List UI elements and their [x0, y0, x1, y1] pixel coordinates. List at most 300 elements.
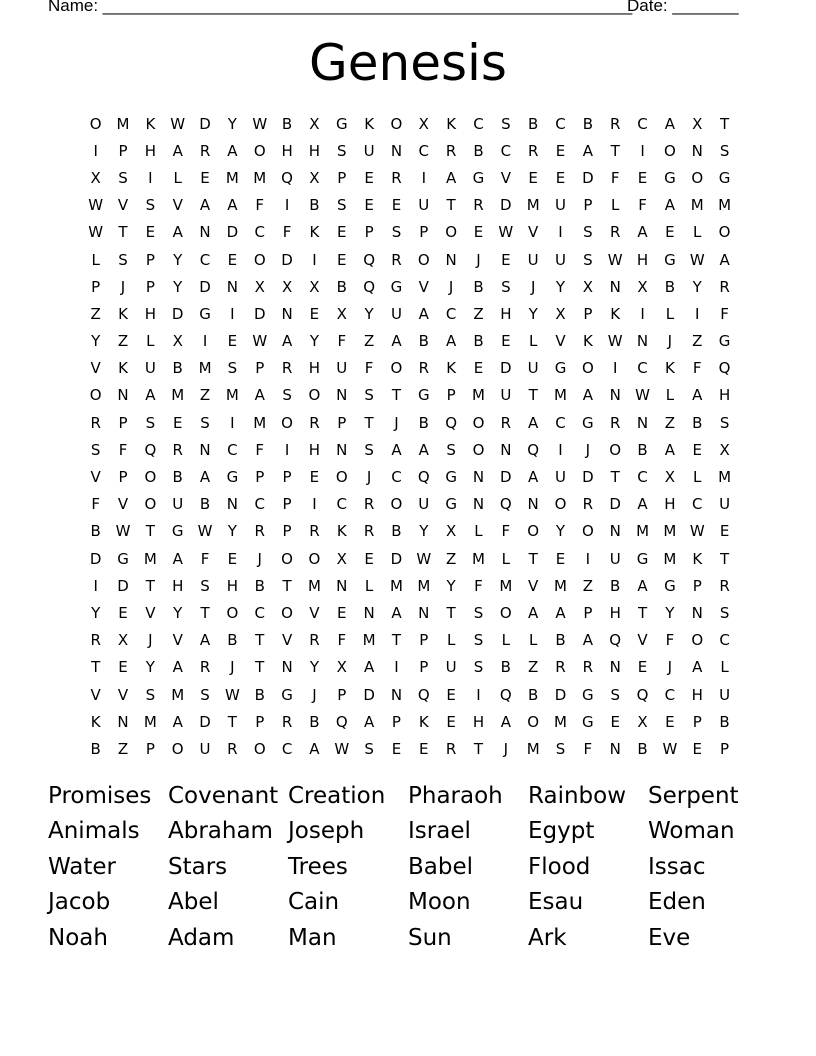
grid-letter[interactable]: X	[719, 440, 730, 459]
grid-letter[interactable]: B	[664, 277, 676, 296]
grid-letter[interactable]: S	[227, 359, 238, 378]
grid-letter[interactable]: T	[227, 712, 237, 731]
grid-letter[interactable]: E	[637, 658, 648, 677]
grid-letter[interactable]: U	[719, 495, 731, 514]
grid-letter[interactable]: S	[501, 114, 511, 133]
grid-letter[interactable]: J	[667, 332, 673, 351]
grid-letter[interactable]: R	[90, 413, 101, 432]
grid-letter[interactable]: Q	[636, 685, 649, 704]
grid-letter[interactable]: G	[281, 685, 293, 704]
grid-letter[interactable]: N	[418, 603, 430, 622]
grid-letter[interactable]: U	[527, 359, 539, 378]
grid-letter[interactable]: E	[118, 658, 128, 677]
grid-letter[interactable]: P	[145, 250, 155, 269]
grid-letter[interactable]: O	[89, 386, 102, 405]
grid-letter[interactable]: G	[390, 277, 403, 296]
grid-letter[interactable]: O	[554, 495, 567, 514]
grid-letter[interactable]: B	[418, 332, 429, 351]
grid-letter[interactable]: P	[583, 603, 593, 622]
grid-letter[interactable]: G	[445, 495, 457, 514]
grid-letter[interactable]: B	[172, 359, 183, 378]
grid-letter[interactable]: X	[117, 631, 129, 650]
grid-letter[interactable]: E	[309, 304, 320, 323]
grid-letter[interactable]: O	[390, 495, 403, 514]
grid-letter[interactable]: A	[363, 658, 375, 677]
grid-letter[interactable]: S	[200, 413, 210, 432]
grid-letter[interactable]: A	[446, 332, 457, 351]
grid-letter[interactable]: Y	[173, 603, 183, 622]
grid-letter[interactable]: N	[226, 277, 238, 296]
grid-letter[interactable]: K	[446, 114, 457, 133]
grid-letter[interactable]: I	[476, 685, 481, 704]
grid-letter[interactable]: K	[582, 332, 593, 351]
grid-letter[interactable]: N	[336, 386, 348, 405]
grid-letter[interactable]: M	[472, 386, 485, 405]
grid-letter[interactable]: B	[172, 468, 183, 487]
grid-letter[interactable]: X	[309, 168, 320, 187]
grid-letter[interactable]: X	[637, 712, 648, 731]
grid-letter[interactable]: O	[527, 712, 540, 731]
grid-letter[interactable]: C	[637, 468, 648, 487]
grid-letter[interactable]: E	[692, 739, 702, 758]
grid-letter[interactable]: A	[172, 223, 183, 242]
grid-letter[interactable]: M	[718, 196, 732, 215]
grid-letter[interactable]: O	[663, 141, 676, 160]
grid-letter[interactable]: J	[257, 549, 262, 568]
grid-letter[interactable]: Q	[499, 495, 512, 514]
grid-letter[interactable]: M	[198, 359, 212, 378]
grid-letter[interactable]: R	[719, 576, 730, 595]
grid-letter[interactable]: N	[281, 304, 293, 323]
grid-letter[interactable]: V	[90, 359, 101, 378]
grid-letter[interactable]: D	[199, 712, 211, 731]
grid-letter[interactable]: I	[394, 658, 399, 677]
grid-letter[interactable]: A	[692, 658, 703, 677]
grid-letter[interactable]: W	[662, 739, 678, 758]
grid-letter[interactable]: T	[391, 631, 402, 650]
grid-letter[interactable]: S	[364, 386, 374, 405]
grid-letter[interactable]: D	[89, 549, 102, 568]
grid-letter[interactable]: T	[255, 631, 265, 650]
grid-letter[interactable]: M	[225, 386, 239, 405]
grid-letter[interactable]: I	[640, 141, 645, 160]
grid-letter[interactable]: A	[145, 386, 156, 405]
grid-letter[interactable]: E	[555, 141, 566, 160]
grid-letter[interactable]: F	[638, 196, 647, 215]
grid-letter[interactable]: V	[117, 196, 129, 215]
grid-letter[interactable]: E	[364, 168, 374, 187]
grid-letter[interactable]: M	[663, 549, 677, 568]
grid-letter[interactable]: N	[390, 141, 403, 160]
grid-letter[interactable]: T	[719, 114, 730, 133]
grid-letter[interactable]: R	[609, 413, 621, 432]
grid-letter[interactable]: J	[312, 685, 317, 704]
grid-letter[interactable]: I	[421, 168, 427, 187]
grid-letter[interactable]: T	[364, 413, 374, 432]
grid-letter[interactable]: M	[253, 413, 267, 432]
grid-letter[interactable]: T	[610, 468, 620, 487]
grid-letter[interactable]: Y	[692, 277, 702, 296]
grid-letter[interactable]: A	[582, 386, 593, 405]
grid-letter[interactable]: E	[692, 440, 702, 459]
grid-letter[interactable]: P	[391, 712, 401, 731]
grid-letter[interactable]: W	[115, 522, 131, 541]
grid-letter[interactable]: F	[255, 440, 265, 459]
grid-letter[interactable]: X	[172, 332, 183, 351]
grid-letter[interactable]: A	[391, 440, 402, 459]
grid-letter[interactable]: P	[364, 223, 374, 242]
grid-letter[interactable]: F	[720, 304, 729, 323]
grid-letter[interactable]: P	[282, 468, 292, 487]
grid-letter[interactable]: T	[91, 658, 101, 677]
grid-letter[interactable]: A	[172, 712, 183, 731]
grid-letter[interactable]: W	[170, 114, 186, 133]
grid-letter[interactable]: S	[719, 141, 730, 160]
grid-letter[interactable]: A	[692, 386, 703, 405]
grid-letter[interactable]: L	[665, 386, 675, 405]
grid-letter[interactable]: B	[254, 685, 265, 704]
grid-letter[interactable]: B	[582, 114, 593, 133]
grid-letter[interactable]: B	[418, 413, 429, 432]
grid-letter[interactable]: R	[609, 223, 621, 242]
grid-letter[interactable]: V	[500, 168, 511, 187]
grid-letter[interactable]: L	[173, 168, 182, 187]
grid-letter[interactable]: B	[391, 522, 402, 541]
grid-letter[interactable]: U	[500, 386, 512, 405]
grid-letter[interactable]: I	[284, 440, 290, 459]
grid-letter[interactable]: N	[500, 440, 512, 459]
grid-letter[interactable]: T	[446, 196, 456, 215]
grid-letter[interactable]: M	[690, 196, 704, 215]
grid-letter[interactable]: Q	[363, 277, 376, 296]
grid-letter[interactable]: B	[473, 141, 484, 160]
grid-letter[interactable]: A	[391, 332, 402, 351]
grid-letter[interactable]: Q	[417, 685, 430, 704]
grid-letter[interactable]: S	[337, 141, 347, 160]
grid-letter[interactable]: J	[394, 413, 399, 432]
grid-letter[interactable]: K	[364, 114, 375, 133]
grid-letter[interactable]: F	[692, 359, 702, 378]
grid-letter[interactable]: C	[445, 304, 457, 323]
grid-letter[interactable]: K	[418, 712, 429, 731]
grid-letter[interactable]: S	[145, 685, 156, 704]
grid-letter[interactable]: S	[555, 739, 566, 758]
grid-letter[interactable]: A	[363, 712, 375, 731]
grid-letter[interactable]: W	[252, 114, 268, 133]
grid-letter[interactable]: A	[418, 304, 429, 323]
grid-letter[interactable]: W	[334, 739, 350, 758]
grid-letter[interactable]: N	[527, 495, 539, 514]
grid-letter[interactable]: M	[116, 114, 130, 133]
grid-letter[interactable]: M	[663, 522, 677, 541]
grid-letter[interactable]: N	[691, 603, 703, 622]
grid-letter[interactable]: D	[609, 495, 621, 514]
grid-letter[interactable]: L	[474, 522, 483, 541]
grid-letter[interactable]: W	[607, 250, 623, 269]
grid-letter[interactable]: K	[336, 522, 347, 541]
grid-letter[interactable]: E	[501, 332, 511, 351]
grid-letter[interactable]: V	[555, 332, 566, 351]
grid-letter[interactable]: E	[473, 223, 484, 242]
grid-letter[interactable]: U	[199, 739, 211, 758]
grid-letter[interactable]: T	[200, 603, 210, 622]
grid-letter[interactable]: C	[719, 631, 730, 650]
grid-letter[interactable]: O	[581, 359, 594, 378]
grid-letter[interactable]: E	[446, 685, 456, 704]
grid-letter[interactable]: R	[281, 359, 293, 378]
grid-letter[interactable]: E	[637, 168, 648, 187]
grid-letter[interactable]: L	[693, 223, 702, 242]
grid-letter[interactable]: U	[172, 495, 184, 514]
grid-letter[interactable]: K	[90, 712, 101, 731]
grid-letter[interactable]: N	[117, 386, 129, 405]
grid-letter[interactable]: V	[637, 631, 648, 650]
grid-letter[interactable]: O	[527, 522, 540, 541]
grid-letter[interactable]: R	[500, 413, 512, 432]
grid-letter[interactable]: X	[664, 468, 676, 487]
grid-letter[interactable]: R	[391, 168, 402, 187]
grid-letter[interactable]: C	[473, 114, 484, 133]
grid-letter[interactable]: B	[637, 739, 648, 758]
grid-letter[interactable]: J	[448, 277, 454, 296]
grid-letter[interactable]: C	[199, 250, 211, 269]
grid-letter[interactable]: N	[199, 223, 211, 242]
grid-letter[interactable]: Q	[281, 168, 293, 187]
grid-letter[interactable]: M	[225, 168, 239, 187]
grid-letter[interactable]: B	[90, 739, 101, 758]
grid-letter[interactable]: T	[145, 522, 155, 541]
grid-letter[interactable]: H	[472, 712, 485, 731]
grid-letter[interactable]: M	[636, 522, 650, 541]
grid-letter[interactable]: S	[719, 413, 730, 432]
grid-letter[interactable]: E	[501, 250, 511, 269]
grid-letter[interactable]: H	[308, 440, 321, 459]
grid-letter[interactable]: W	[689, 250, 705, 269]
grid-letter[interactable]: B	[309, 196, 320, 215]
grid-letter[interactable]: Q	[144, 440, 157, 459]
grid-letter[interactable]: P	[720, 739, 730, 758]
grid-letter[interactable]: O	[691, 168, 704, 187]
grid-letter[interactable]: T	[145, 576, 155, 595]
grid-letter[interactable]: D	[171, 304, 184, 323]
grid-letter[interactable]: O	[445, 223, 458, 242]
grid-letter[interactable]: A	[582, 141, 593, 160]
grid-letter[interactable]: U	[555, 196, 566, 215]
grid-letter[interactable]: X	[418, 114, 429, 133]
grid-letter[interactable]: S	[501, 277, 511, 296]
grid-letter[interactable]: S	[364, 739, 374, 758]
grid-letter[interactable]: I	[312, 495, 317, 514]
grid-letter[interactable]: H	[609, 603, 621, 622]
grid-letter[interactable]: K	[118, 359, 128, 378]
grid-letter[interactable]: S	[719, 603, 730, 622]
grid-letter[interactable]: Y	[419, 522, 429, 541]
grid-letter[interactable]: N	[472, 468, 485, 487]
grid-letter[interactable]: I	[93, 141, 98, 160]
grid-letter[interactable]: G	[582, 413, 594, 432]
grid-letter[interactable]: P	[692, 712, 702, 731]
grid-letter[interactable]: R	[418, 359, 430, 378]
grid-letter[interactable]: N	[445, 250, 457, 269]
grid-letter[interactable]: I	[93, 576, 98, 595]
grid-letter[interactable]: B	[500, 658, 511, 677]
grid-letter[interactable]: L	[446, 631, 456, 650]
grid-letter[interactable]: E	[555, 168, 566, 187]
grid-letter[interactable]: L	[501, 631, 510, 650]
grid-letter[interactable]: Z	[473, 304, 484, 323]
grid-letter[interactable]: L	[528, 332, 538, 351]
grid-letter[interactable]: R	[309, 413, 320, 432]
grid-letter[interactable]: J	[476, 250, 481, 269]
grid-letter[interactable]: M	[554, 576, 567, 595]
grid-letter[interactable]: A	[199, 468, 211, 487]
grid-letter[interactable]: A	[199, 196, 211, 215]
grid-letter[interactable]: Y	[528, 304, 538, 323]
grid-letter[interactable]: K	[664, 359, 675, 378]
grid-letter[interactable]: V	[90, 685, 101, 704]
grid-letter[interactable]: G	[664, 168, 676, 187]
grid-letter[interactable]: A	[719, 250, 730, 269]
grid-letter[interactable]: T	[610, 141, 620, 160]
grid-letter[interactable]: Y	[555, 277, 566, 296]
grid-letter[interactable]: T	[446, 603, 456, 622]
grid-letter[interactable]: R	[309, 522, 320, 541]
name-field[interactable]: Name: ________________________________________________________	[48, 0, 633, 15]
grid-letter[interactable]: J	[530, 277, 536, 296]
grid-letter[interactable]: H	[718, 386, 731, 405]
grid-letter[interactable]: R	[582, 495, 594, 514]
grid-letter[interactable]: V	[418, 277, 429, 296]
grid-letter[interactable]: U	[390, 304, 402, 323]
grid-letter[interactable]: B	[309, 712, 320, 731]
grid-letter[interactable]: E	[391, 739, 402, 758]
grid-letter[interactable]: N	[363, 603, 375, 622]
grid-letter[interactable]: S	[583, 223, 593, 242]
grid-letter[interactable]: E	[419, 739, 429, 758]
grid-letter[interactable]: H	[144, 304, 156, 323]
grid-letter[interactable]: D	[281, 250, 293, 269]
grid-letter[interactable]: G	[664, 576, 676, 595]
grid-letter[interactable]: Z	[664, 413, 676, 432]
grid-letter[interactable]: K	[145, 114, 156, 133]
grid-letter[interactable]: O	[171, 739, 184, 758]
grid-letter[interactable]: V	[172, 196, 183, 215]
grid-letter[interactable]: E	[446, 712, 456, 731]
grid-letter[interactable]: N	[226, 495, 238, 514]
grid-letter[interactable]: W	[252, 332, 268, 351]
grid-letter[interactable]: S	[200, 685, 210, 704]
grid-letter[interactable]: N	[336, 576, 348, 595]
grid-letter[interactable]: I	[148, 168, 153, 187]
grid-letter[interactable]: E	[309, 468, 320, 487]
grid-letter[interactable]: R	[555, 658, 566, 677]
grid-letter[interactable]: V	[117, 685, 129, 704]
grid-letter[interactable]: O	[281, 603, 293, 622]
grid-letter[interactable]: S	[145, 413, 156, 432]
grid-letter[interactable]: R	[227, 739, 238, 758]
grid-letter[interactable]: X	[90, 168, 101, 187]
date-field[interactable]: Date: _______	[627, 0, 739, 15]
grid-letter[interactable]: F	[610, 168, 620, 187]
grid-letter[interactable]: P	[337, 168, 347, 187]
grid-letter[interactable]: A	[664, 114, 676, 133]
grid-letter[interactable]: L	[665, 304, 675, 323]
grid-letter[interactable]: U	[555, 250, 566, 269]
grid-letter[interactable]: V	[528, 576, 539, 595]
grid-letter[interactable]: C	[500, 141, 512, 160]
grid-letter[interactable]: G	[554, 359, 567, 378]
grid-letter[interactable]: F	[474, 576, 483, 595]
grid-letter[interactable]: Q	[417, 468, 430, 487]
grid-letter[interactable]: J	[503, 739, 509, 758]
grid-letter[interactable]: E	[665, 712, 675, 731]
grid-letter[interactable]: C	[227, 440, 238, 459]
grid-letter[interactable]: J	[148, 631, 153, 650]
grid-letter[interactable]: B	[719, 712, 730, 731]
grid-letter[interactable]: B	[528, 685, 539, 704]
grid-letter[interactable]: X	[637, 277, 648, 296]
grid-letter[interactable]: T	[391, 386, 402, 405]
grid-letter[interactable]: E	[227, 549, 238, 568]
grid-letter[interactable]: X	[254, 277, 265, 296]
grid-letter[interactable]: S	[118, 250, 128, 269]
grid-letter[interactable]: S	[583, 250, 593, 269]
grid-letter[interactable]: R	[363, 495, 375, 514]
grid-letter[interactable]: T	[118, 223, 128, 242]
grid-letter[interactable]: P	[145, 739, 155, 758]
grid-letter[interactable]: H	[308, 141, 321, 160]
grid-letter[interactable]: U	[363, 141, 375, 160]
grid-letter[interactable]: W	[689, 522, 705, 541]
grid-letter[interactable]: D	[117, 576, 129, 595]
grid-letter[interactable]: F	[118, 440, 128, 459]
grid-letter[interactable]: X	[692, 114, 703, 133]
grid-letter[interactable]: N	[390, 685, 403, 704]
grid-letter[interactable]: X	[336, 549, 347, 568]
grid-letter[interactable]: P	[337, 685, 347, 704]
grid-letter[interactable]: R	[90, 631, 101, 650]
grid-letter[interactable]: G	[171, 522, 184, 541]
grid-letter[interactable]: Q	[445, 413, 458, 432]
grid-letter[interactable]: F	[501, 522, 511, 541]
grid-letter[interactable]: C	[254, 603, 265, 622]
grid-letter[interactable]: L	[501, 549, 510, 568]
grid-letter[interactable]: R	[309, 631, 320, 650]
grid-letter[interactable]: S	[118, 168, 128, 187]
grid-letter[interactable]: Y	[145, 658, 155, 677]
grid-letter[interactable]: O	[253, 250, 266, 269]
grid-letter[interactable]: M	[554, 386, 567, 405]
grid-letter[interactable]: Z	[90, 304, 101, 323]
grid-letter[interactable]: G	[582, 685, 594, 704]
grid-letter[interactable]: X	[281, 277, 293, 296]
grid-letter[interactable]: P	[145, 277, 155, 296]
grid-letter[interactable]: W	[197, 522, 213, 541]
grid-letter[interactable]: Y	[309, 332, 319, 351]
grid-letter[interactable]: S	[473, 658, 484, 677]
grid-letter[interactable]: O	[253, 141, 266, 160]
grid-letter[interactable]: Q	[718, 359, 731, 378]
grid-letter[interactable]: H	[281, 141, 293, 160]
grid-letter[interactable]: V	[172, 631, 183, 650]
grid-letter[interactable]: A	[418, 440, 429, 459]
grid-letter[interactable]: U	[445, 658, 457, 677]
grid-letter[interactable]: X	[309, 114, 320, 133]
grid-letter[interactable]: M	[171, 386, 185, 405]
grid-letter[interactable]: R	[254, 522, 265, 541]
grid-letter[interactable]: I	[640, 304, 645, 323]
grid-letter[interactable]: R	[281, 712, 293, 731]
